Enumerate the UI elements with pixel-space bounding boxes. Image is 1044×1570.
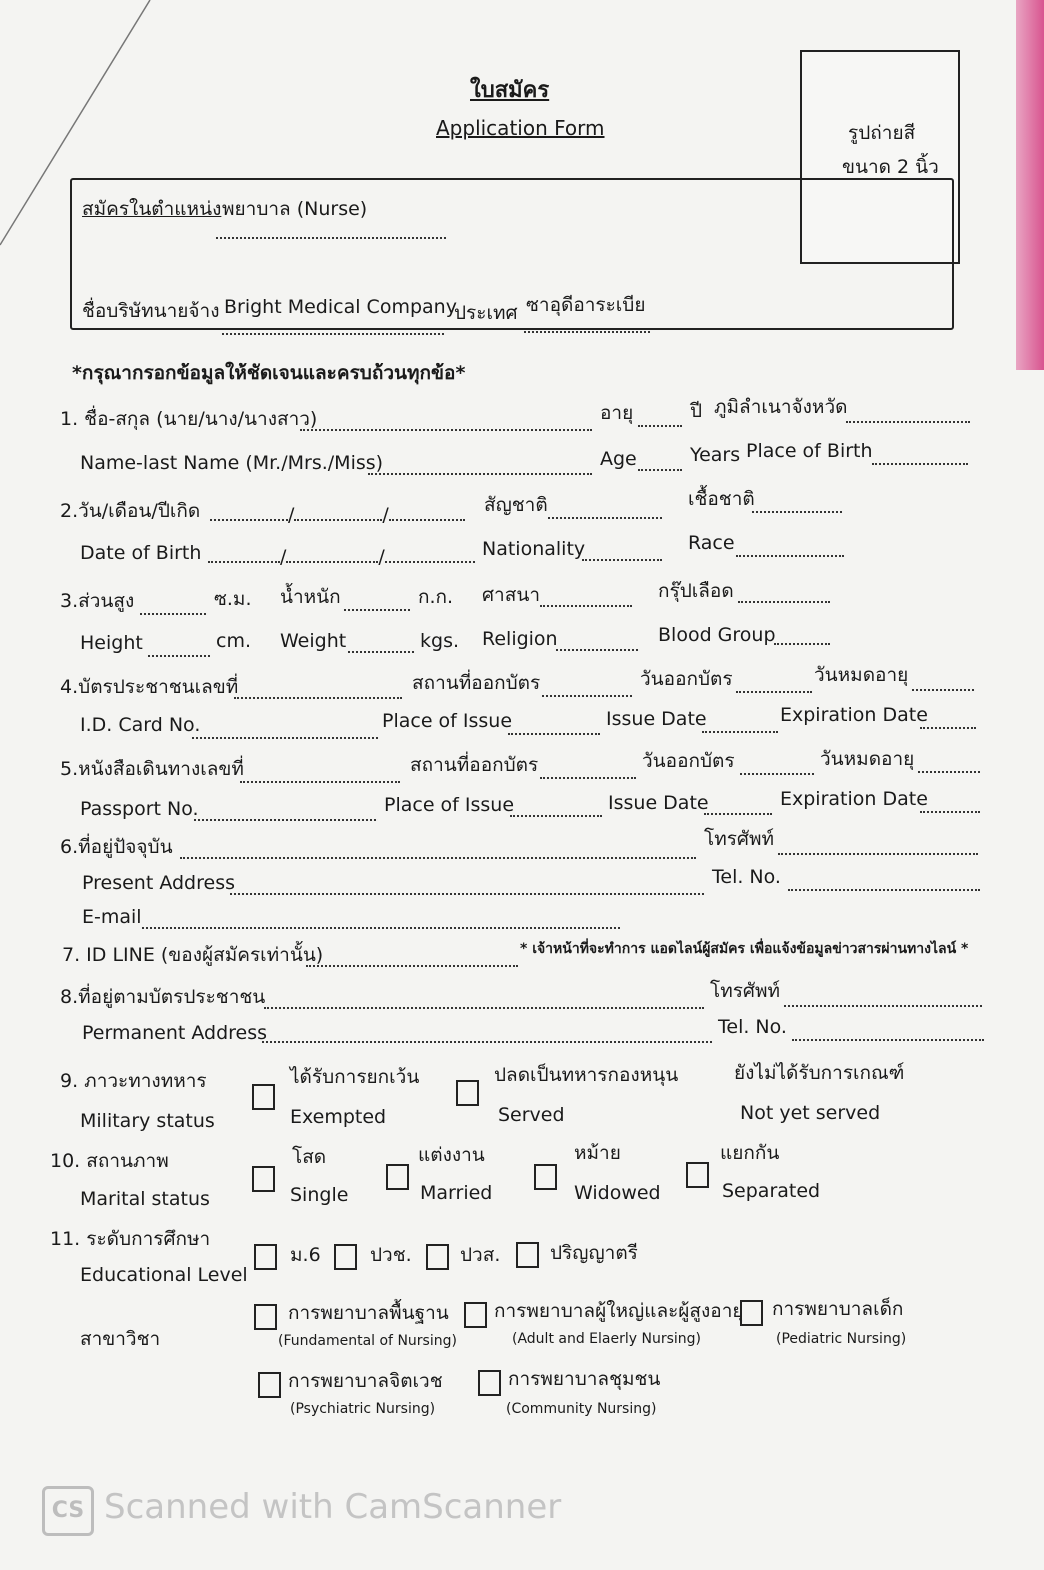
q5-issue-th: วันออกบัตร — [642, 750, 735, 772]
q4-issue-en: Issue Date — [606, 708, 707, 730]
q8-address-field[interactable] — [264, 1007, 704, 1009]
q3-height-en: Height — [80, 632, 143, 654]
q3-kg-en: kgs. — [420, 630, 460, 652]
q7-line-label: 7. ID LINE (ของผู้สมัครเท่านั้น) — [62, 944, 324, 966]
q8-address-dotline-en — [262, 1041, 712, 1043]
q3-height-th: 3.ส่วนสูง — [60, 590, 135, 612]
major-community-th: การพยาบาลชุมชน — [508, 1368, 661, 1390]
q6-address-field[interactable] — [180, 857, 696, 859]
q1-age-en: Age — [600, 448, 637, 470]
q1-place-en: Place of Birth — [746, 440, 873, 462]
q3-blood-dotline-en — [774, 643, 830, 645]
q5-place-dotline-en — [510, 815, 602, 817]
q9-military-en: Military status — [80, 1110, 215, 1132]
q6-tel-field[interactable] — [778, 853, 978, 855]
q3-blood-th: กรุ๊ปเลือด — [658, 580, 734, 602]
q5-issue-field[interactable] — [740, 773, 814, 775]
q5-exp-field[interactable] — [918, 771, 980, 773]
q10-widowed-checkbox[interactable] — [534, 1164, 557, 1190]
q1-name-field[interactable] — [300, 429, 592, 431]
q11-vocational-label: ปวช. — [370, 1244, 412, 1266]
q5-exp-dotline-en — [920, 811, 980, 813]
major-adult-checkbox[interactable] — [464, 1302, 487, 1328]
q10-single-checkbox[interactable] — [252, 1166, 275, 1192]
q11-m6-label: ม.6 — [290, 1244, 321, 1266]
camscanner-logo: CS — [42, 1486, 94, 1536]
q4-id-en: I.D. Card No. — [80, 714, 201, 736]
major-community-en: (Community Nursing) — [506, 1401, 657, 1417]
major-fundamental-checkbox[interactable] — [254, 1304, 277, 1330]
instruction-note: *กรุณากรอกข้อมูลให้ชัดเจนและครบถ้วนทุกข้อ* — [72, 362, 466, 384]
q9-served-en: Served — [498, 1104, 565, 1126]
q2-race-en: Race — [688, 532, 735, 554]
position-value[interactable]: พยาบาล (Nurse) — [222, 198, 368, 220]
q10-single-th: โสด — [292, 1146, 327, 1168]
q11-bachelor-label: ปริญญาตรี — [550, 1242, 638, 1264]
q8-tel-field[interactable] — [784, 1005, 982, 1007]
q11-m6-checkbox[interactable] — [254, 1244, 277, 1270]
country-value[interactable]: ซาอุดีอาระเบีย — [526, 294, 646, 316]
q1-age-field[interactable] — [638, 425, 682, 427]
employer-value[interactable]: Bright Medical Company — [224, 296, 457, 318]
form-title-english: Application Form — [436, 116, 605, 140]
q4-place-dotline-en — [508, 733, 600, 735]
q9-exempted-en: Exempted — [290, 1106, 387, 1128]
q4-id-dotline-en — [192, 737, 378, 739]
q3-blood-field[interactable] — [738, 601, 830, 603]
q4-id-field[interactable] — [234, 697, 402, 699]
q10-marital-en: Marital status — [80, 1188, 210, 1210]
q6-tel-en: Tel. No. — [712, 866, 781, 888]
q1-years-en: Years — [690, 444, 741, 466]
q8-tel-dotline-en — [792, 1039, 984, 1041]
q2-dob-en-slash-2: / — [378, 546, 385, 568]
q5-passport-th: 5.หนังสือเดินทางเลขที่ — [60, 758, 244, 780]
q9-not-served-th: ยังไม่ได้รับการเกณฑ์ — [734, 1062, 905, 1084]
major-pediatric-en: (Pediatric Nursing) — [776, 1331, 907, 1347]
q2-dob-th: 2.วัน/เดือน/ปีเกิด — [60, 500, 201, 522]
country-dotline — [524, 331, 650, 333]
q9-served-checkbox[interactable] — [456, 1080, 479, 1106]
q3-cm-en: cm. — [216, 630, 251, 652]
major-fundamental-en: (Fundamental of Nursing) — [278, 1333, 457, 1349]
q3-weight-field[interactable] — [344, 609, 410, 611]
pink-paper-edge — [1016, 0, 1044, 370]
camscanner-watermark: Scanned with CamScanner — [104, 1487, 562, 1527]
country-label: ประเทศ — [454, 302, 518, 324]
q10-widowed-th: หม้าย — [574, 1142, 621, 1164]
q5-passport-dotline-en — [194, 819, 376, 821]
q10-married-checkbox[interactable] — [386, 1164, 409, 1190]
position-dotline — [216, 237, 446, 239]
q2-nationality-th: สัญชาติ — [484, 494, 548, 516]
q11-vocational-checkbox[interactable] — [334, 1244, 357, 1270]
major-pediatric-checkbox[interactable] — [740, 1300, 763, 1326]
q1-place-field[interactable] — [846, 421, 970, 423]
q5-issue-en: Issue Date — [608, 792, 709, 814]
q2-dob-dotline-en — [208, 548, 475, 567]
q4-exp-th: วันหมดอายุ — [814, 664, 909, 686]
photo-label-line1: รูปถ่ายสี — [848, 122, 916, 144]
q3-kg-th: ก.ก. — [418, 586, 454, 608]
employer-dotline — [222, 333, 444, 335]
q3-religion-field[interactable] — [540, 605, 632, 607]
q3-religion-th: ศาสนา — [482, 584, 540, 606]
photo-label-line2: ขนาด 2 นิ้ว — [842, 156, 939, 178]
q11-high-vocational-label: ปวส. — [460, 1244, 501, 1266]
q2-dob-slash-1: / — [288, 504, 295, 526]
q7-line-field[interactable] — [306, 965, 518, 967]
q4-place-field[interactable] — [542, 695, 632, 697]
q1-years-th: ปี — [690, 400, 703, 422]
q4-issue-dotline-en — [702, 731, 778, 733]
q6-address-th: 6.ที่อยู่ปัจจุบัน — [60, 836, 173, 858]
q1-place-th: ภูมิลำเนาจังหวัด — [714, 396, 848, 418]
q10-marital-th: 10. สถานภาพ — [50, 1150, 169, 1172]
q4-issue-th: วันออกบัตร — [640, 668, 733, 690]
q4-place-th: สถานที่ออกบัตร — [412, 672, 541, 694]
form-title-thai: ใบสมัคร — [470, 78, 550, 103]
q6-tel-dotline-en — [788, 889, 980, 891]
q11-education-en: Educational Level — [80, 1264, 248, 1286]
q9-served-th: ปลดเป็นทหารกองหนุน — [494, 1064, 679, 1086]
q1-name-en: Name-last Name (Mr./Mrs./Miss) — [80, 452, 384, 474]
q5-exp-th: วันหมดอายุ — [820, 748, 915, 770]
major-psychiatric-th: การพยาบาลจิตเวช — [288, 1370, 443, 1392]
q2-race-th: เชื้อชาติ — [688, 488, 755, 510]
q2-race-dotline-en — [736, 555, 844, 557]
q4-id-th: 4.บัตรประชาชนเลขที่ — [60, 676, 239, 698]
q7-line-note: * เจ้าหน้าที่จะทำการ แอดไลน์ผู้สมัคร เพื่อแจ้งข้อมูลข่าวสารผ่านทางไลน์ * — [520, 941, 969, 957]
q5-issue-dotline-en — [704, 813, 772, 815]
q2-dob-field[interactable] — [210, 506, 465, 525]
q9-exempted-checkbox[interactable] — [252, 1084, 275, 1110]
q10-separated-checkbox[interactable] — [686, 1162, 709, 1188]
q11-bachelor-checkbox[interactable] — [516, 1242, 539, 1268]
q5-exp-en: Expiration Date — [780, 788, 928, 810]
q10-widowed-en: Widowed — [574, 1182, 661, 1204]
q3-height-dotline-en — [148, 655, 210, 657]
q9-not-served-en: Not yet served — [740, 1102, 881, 1124]
major-label: สาขาวิชา — [80, 1328, 161, 1350]
q11-high-vocational-checkbox[interactable] — [426, 1244, 449, 1270]
q1-name-th: 1. ชื่อ-สกุล (นาย/นาง/นางสาว) — [60, 408, 318, 430]
q2-dob-slash-2: / — [382, 504, 389, 526]
q10-married-th: แต่งงาน — [418, 1144, 485, 1166]
q8-tel-th: โทรศัพท์ — [710, 980, 781, 1002]
major-community-checkbox[interactable] — [478, 1370, 501, 1396]
major-adult-en: (Adult and Elaerly Nursing) — [512, 1331, 701, 1347]
q6-email-label: E-mail — [82, 906, 142, 928]
q6-address-en: Present Address — [82, 872, 235, 894]
q3-blood-en: Blood Group — [658, 624, 776, 646]
q8-address-th: 8.ที่อยู่ตามบัตรประชาชน — [60, 986, 266, 1008]
q8-address-en: Permanent Address — [82, 1022, 268, 1044]
major-psychiatric-checkbox[interactable] — [258, 1372, 281, 1398]
q10-separated-en: Separated — [722, 1180, 821, 1202]
q8-tel-en: Tel. No. — [718, 1016, 787, 1038]
major-adult-th: การพยาบาลผู้ใหญ่และผู้สูงอายุ — [494, 1300, 744, 1322]
q5-place-field[interactable] — [540, 777, 636, 779]
q9-exempted-th: ได้รับการยกเว้น — [290, 1066, 420, 1088]
q4-place-en: Place of Issue — [382, 710, 513, 732]
q2-nationality-dotline-en — [582, 559, 662, 561]
q3-weight-th: น้ำหนัก — [280, 586, 341, 608]
q1-age-th: อายุ — [600, 402, 634, 424]
q11-education-th: 11. ระดับการศึกษา — [50, 1228, 211, 1250]
q2-race-field[interactable] — [752, 511, 842, 513]
q4-exp-field[interactable] — [912, 689, 974, 691]
q6-tel-th: โทรศัพท์ — [704, 828, 775, 850]
q1-place-dotline-en — [872, 463, 968, 465]
employer-label: ชื่อบริษัทนายจ้าง — [82, 300, 220, 322]
q1-name-dotline-en — [368, 473, 592, 475]
major-psychiatric-en: (Psychiatric Nursing) — [290, 1401, 436, 1417]
q9-military-th: 9. ภาวะทางทหาร — [60, 1070, 207, 1092]
q3-weight-dotline-en — [348, 651, 414, 653]
q5-place-en: Place of Issue — [384, 794, 515, 816]
q3-religion-dotline-en — [556, 649, 638, 651]
q5-place-th: สถานที่ออกบัตร — [410, 754, 539, 776]
q10-single-en: Single — [290, 1184, 349, 1206]
major-pediatric-th: การพยาบาลเด็ก — [772, 1298, 904, 1320]
q6-address-dotline-en — [230, 893, 704, 895]
q6-email-field[interactable] — [142, 927, 620, 929]
q3-cm-th: ซ.ม. — [214, 588, 252, 610]
q3-religion-en: Religion — [482, 628, 558, 650]
position-label: สมัครในตำแหน่ง — [82, 198, 222, 220]
q3-height-field[interactable] — [140, 613, 206, 615]
q4-issue-field[interactable] — [736, 691, 812, 693]
q2-dob-en: Date of Birth — [80, 542, 202, 564]
q2-dob-en-slash-1: / — [280, 546, 287, 568]
q10-separated-th: แยกกัน — [720, 1142, 780, 1164]
major-fundamental-th: การพยาบาลพื้นฐาน — [288, 1302, 449, 1324]
q2-nationality-en: Nationality — [482, 538, 586, 560]
q1-age-dotline-en — [638, 469, 682, 471]
q10-married-en: Married — [420, 1182, 493, 1204]
q5-passport-field[interactable] — [240, 781, 400, 783]
q2-nationality-field[interactable] — [548, 517, 662, 519]
q3-weight-en: Weight — [280, 630, 347, 652]
q4-exp-dotline-en — [920, 727, 976, 729]
q5-passport-en: Passport No. — [80, 798, 199, 820]
q4-exp-en: Expiration Date — [780, 704, 928, 726]
